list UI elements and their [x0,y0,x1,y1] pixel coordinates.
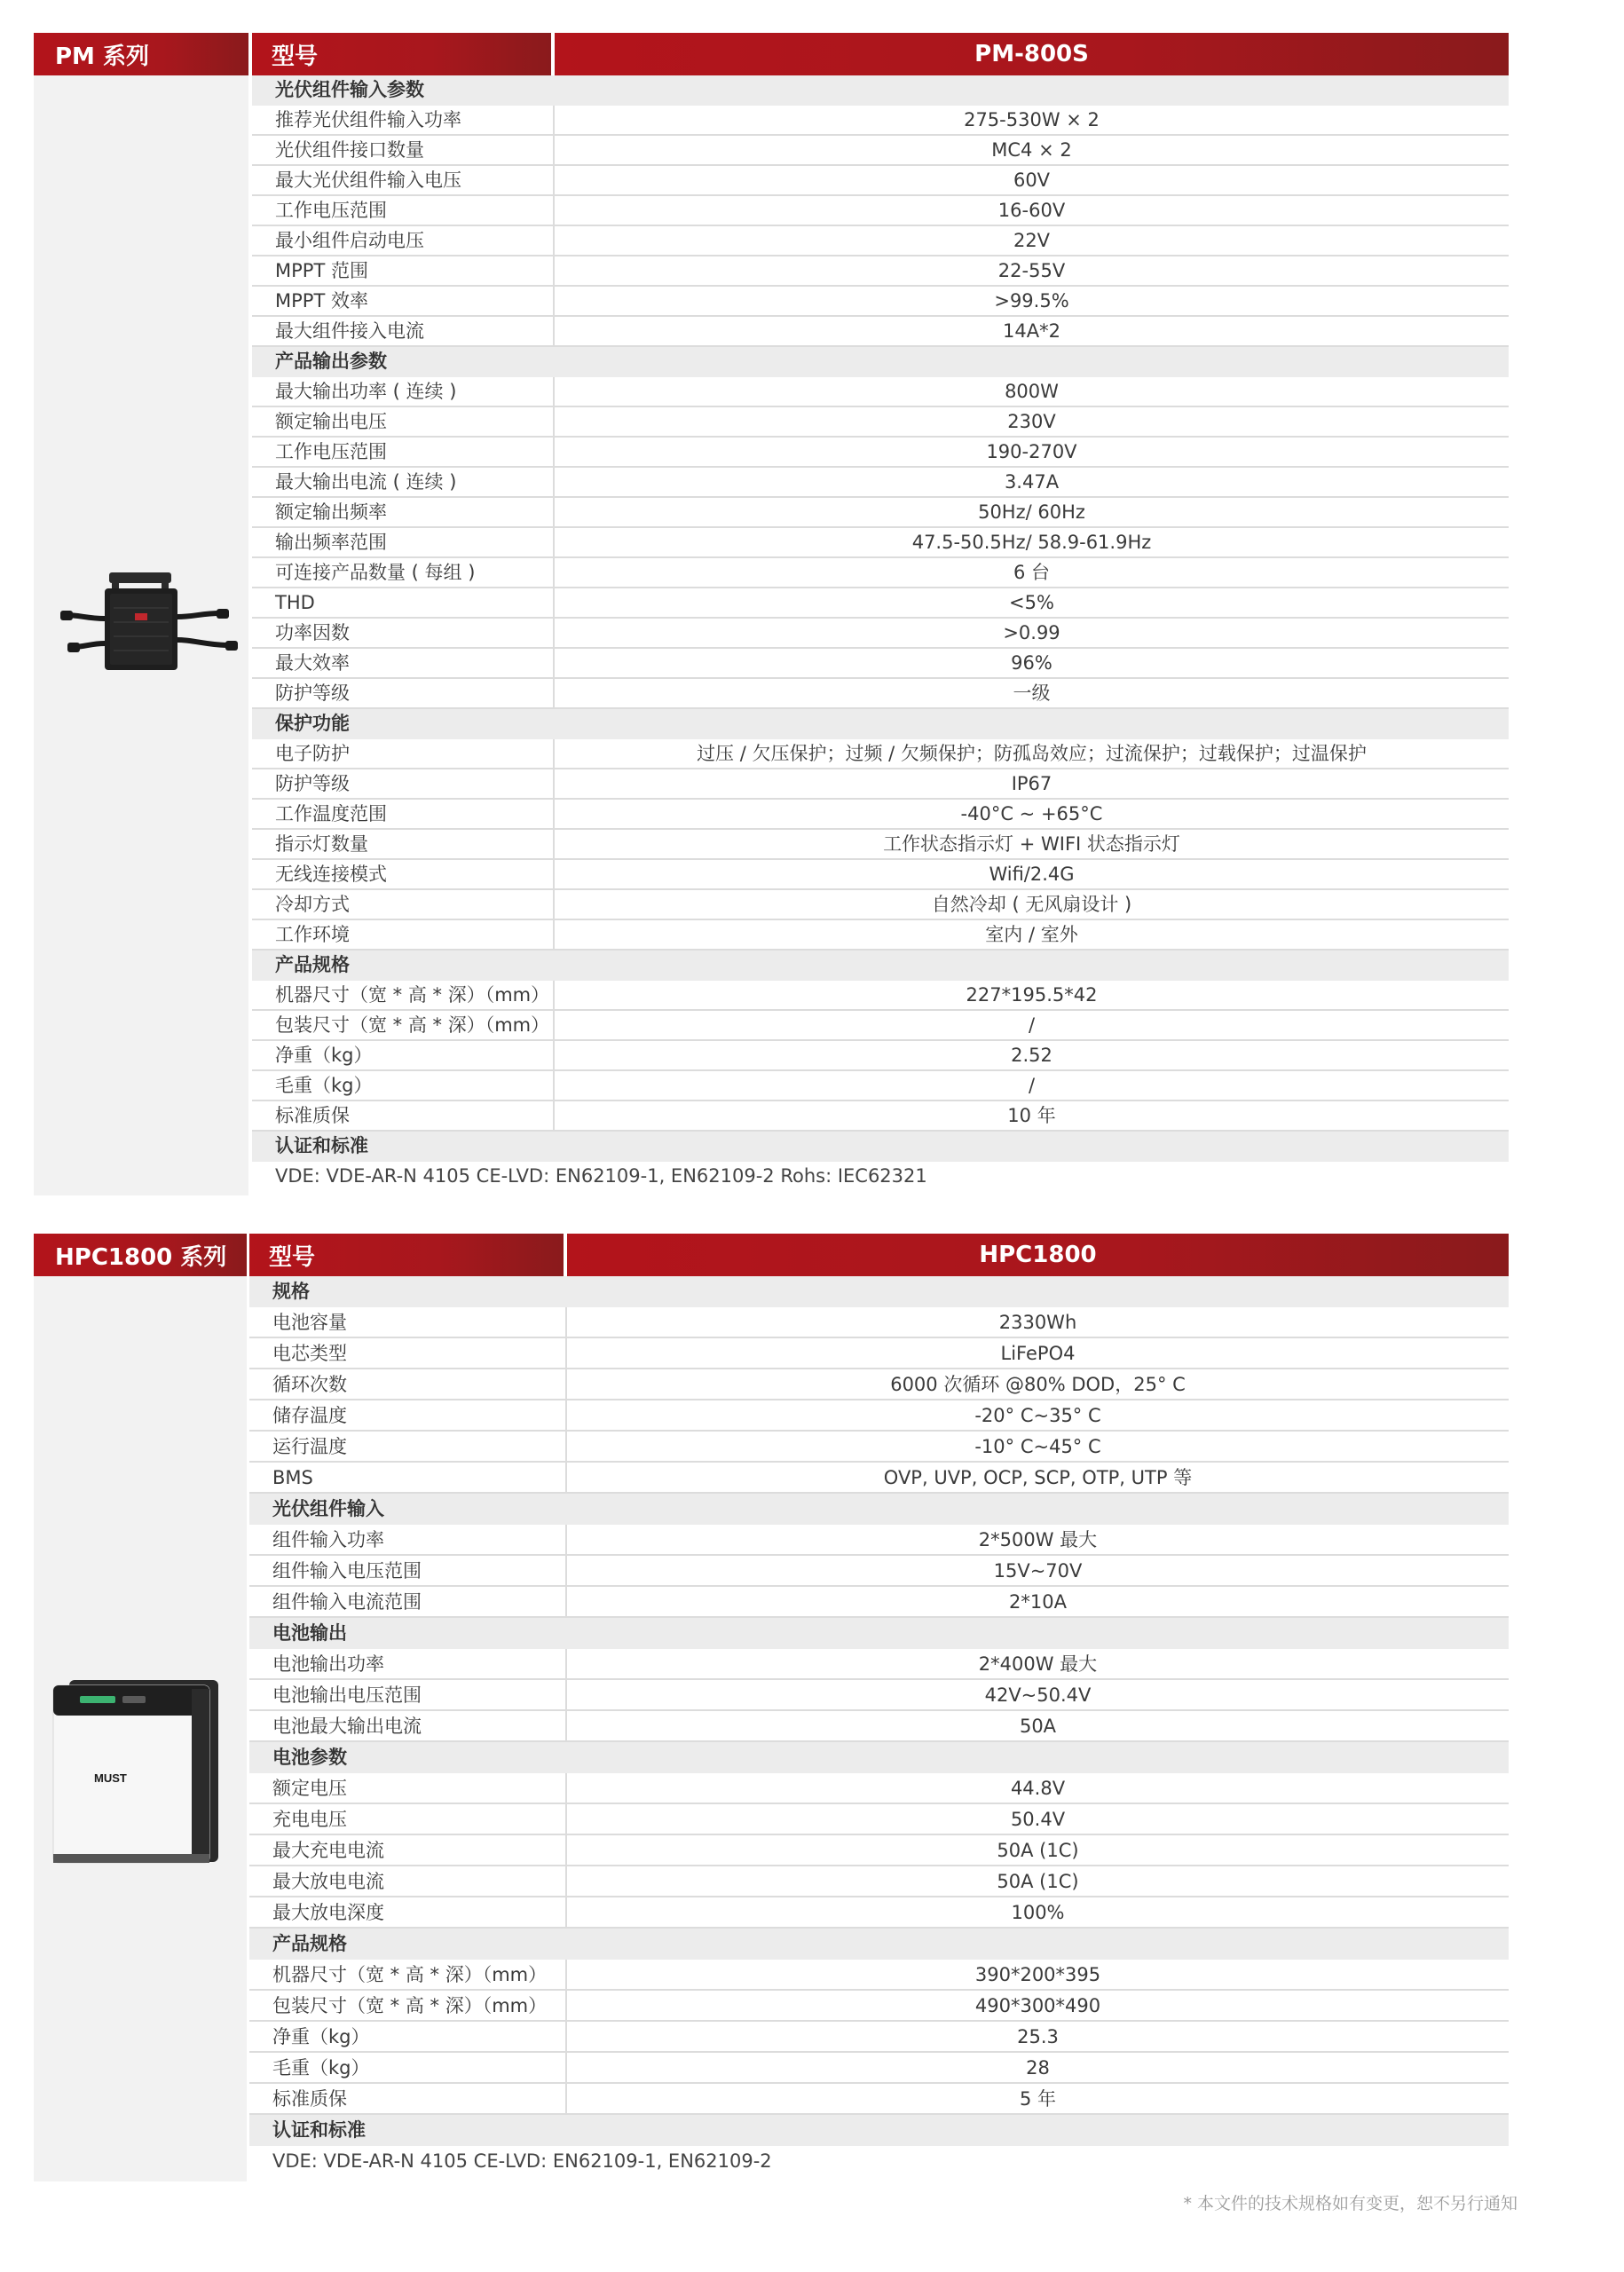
spec-label: 毛重（kg） [275,1075,373,1096]
spec-label: 机器尺寸（宽 * 高 * 深）（mm） [272,1964,548,1985]
spec-label: 工作环境 [275,924,350,945]
spec-value: 自然冷却 ( 无风扇设计 ) [931,894,1132,915]
spec-value: 490*300*490 [974,1995,1101,2016]
spec-value: 6 台 [1013,562,1051,583]
spec-value: -20° C~35° C [974,1405,1101,1426]
spec-value: 227*195.5*42 [966,984,1098,1006]
spec-label: MPPT 范围 [275,260,368,281]
spec-label: 推荐光伏组件输入功率 [275,109,461,130]
section-title: 认证和标准 [275,1135,368,1156]
spec-label: 标准质保 [272,2088,347,2110]
spec-value: 5 年 [1019,2088,1057,2110]
spec-label: 输出频率范围 [275,532,387,553]
spec-label: 电池输出功率 [272,1653,384,1675]
spec-value: 2330Wh [998,1312,1077,1333]
spec-row [252,558,1509,588]
spec-value: OVP, UVP, OCP, SCP, OTP, UTP 等 [883,1467,1193,1488]
spec-row [252,226,1509,256]
spec-row [249,1804,1509,1835]
spec-value: -40°C ~ +65°C [960,803,1103,824]
spec-row [252,377,1509,407]
spec-value: -10° C~45° C [974,1436,1101,1457]
certification-text [249,2146,1509,2177]
spec-label: 标准质保 [275,1105,350,1126]
spec-label: MPPT 效率 [275,290,368,312]
spec-row [252,468,1509,498]
spec-label: 最大光伏组件输入电压 [275,170,461,191]
spec-row [249,1338,1509,1369]
pm-spec-block [34,33,1509,1195]
section-title: 光伏组件输入 [272,1498,384,1519]
spec-value: 10 年 [1007,1105,1056,1126]
spec-value: <5% [1009,592,1054,613]
spec-value: 一级 [1013,682,1051,704]
spec-label: 无线连接模式 [275,864,387,885]
spec-row [252,1101,1509,1132]
spec-row [249,1369,1509,1400]
section-title: 产品规格 [272,1933,347,1954]
spec-value: 28 [1026,2057,1050,2079]
spec-value: / [1028,1075,1036,1096]
spec-value: 25.3 [1017,2026,1059,2047]
spec-row [249,1556,1509,1587]
spec-value: 2*500W 最大 [978,1529,1098,1550]
battery-brand-logo: MUST [94,1771,127,1785]
spec-row [252,649,1509,679]
spec-value: 230V [1007,411,1056,432]
spec-row [249,1960,1509,1991]
spec-value: LiFePO4 [1000,1343,1076,1364]
spec-value: 275-530W × 2 [964,109,1100,130]
spec-label: 工作电压范围 [275,441,387,462]
spec-value: 60V [1013,170,1051,191]
spec-row [252,438,1509,468]
inverter-image [60,572,242,688]
spec-row [249,1991,1509,2022]
spec-row [249,1680,1509,1711]
spec-label: 最大效率 [275,652,350,674]
battery-image [51,1680,229,1871]
spec-value: Wifi/2.4G [989,864,1075,885]
hpc-product-image-panel [34,1276,247,2181]
spec-row [249,1463,1509,1494]
spec-label: 电池容量 [272,1312,347,1333]
spec-value: 50A (1C) [997,1840,1079,1861]
spec-value: 6000 次循环 @80% DOD，25° C [890,1374,1186,1395]
spec-label: 电池输出电压范围 [272,1684,422,1706]
spec-row [249,1866,1509,1897]
spec-label: 电芯类型 [272,1343,347,1364]
spec-value: 2*400W 最大 [978,1653,1098,1675]
spec-label: 电子防护 [275,743,350,764]
spec-value: 100% [1011,1902,1065,1923]
hpc-series-header: HPC1800 系列 [34,1234,247,1276]
spec-value: 50.4V [1010,1809,1066,1830]
hpc-spec-table [249,1276,1509,2177]
section-header [249,1276,1509,1307]
section-header [249,1494,1509,1525]
spec-row [252,407,1509,438]
spec-label: 最大放电电流 [272,1871,384,1892]
spec-label: 工作温度范围 [275,803,387,824]
certification-text [252,1162,1509,1192]
section-title: 产品规格 [275,954,350,975]
spec-label: 净重（kg） [275,1045,373,1066]
spec-label: 工作电压范围 [275,200,387,221]
spec-value: 42V~50.4V [984,1684,1092,1706]
spec-label: 冷却方式 [275,894,350,915]
footnote: * 本文件的技术规格如有变更，恕不另行通知 [1183,2194,1518,2213]
spec-label: 最小组件启动电压 [275,230,424,251]
spec-value: 50A (1C) [997,1871,1079,1892]
spec-label: 防护等级 [275,682,350,704]
spec-label: 额定输出频率 [275,501,387,523]
spec-value: 3.47A [1004,471,1060,493]
spec-row [249,1587,1509,1618]
spec-row [249,2053,1509,2084]
spec-value: / [1028,1014,1036,1036]
spec-row [249,2022,1509,2053]
spec-row [249,1432,1509,1463]
spec-row [252,317,1509,347]
section-title: 光伏组件输入参数 [275,79,424,100]
spec-value: 50A [1019,1716,1057,1737]
spec-row [249,1897,1509,1929]
section-title: 保护功能 [275,713,350,734]
spec-label: 最大放电深度 [272,1902,384,1923]
spec-row [249,1525,1509,1556]
spec-label: 最大组件接入电流 [275,320,424,342]
spec-label: 最大输出电流 ( 连续 ) [275,471,457,493]
spec-label: 最大输出功率 ( 连续 ) [275,381,457,402]
spec-label: 电池最大输出电流 [272,1716,422,1737]
pm-model-label: 型号 [252,33,551,75]
section-header [252,951,1509,981]
section-title: 认证和标准 [272,2119,366,2141]
spec-value: >99.5% [994,290,1069,312]
spec-label: 额定输出电压 [275,411,387,432]
section-title: 产品输出参数 [275,351,387,372]
spec-row [252,196,1509,226]
hpc-spec-block [34,1234,1509,2181]
spec-value: 44.8V [1010,1778,1066,1799]
section-header [252,709,1509,739]
spec-label: 包装尺寸（宽 * 高 * 深）（mm） [275,1014,550,1036]
spec-row [252,528,1509,558]
section-header [252,75,1509,106]
spec-value: IP67 [1011,773,1052,794]
spec-label: 额定电压 [272,1778,347,1799]
pm-model-name: PM-800S [555,33,1509,75]
spec-label: 可连接产品数量 ( 每组 ) [275,562,476,583]
hpc-model-name: HPC1800 [567,1234,1509,1276]
spec-row [249,2084,1509,2115]
spec-label: 净重（kg） [272,2026,370,2047]
section-header [252,347,1509,377]
spec-label: VDE: VDE-AR-N 4105 CE-LVD: EN62109-1, EN62109-2 Rohs: IEC62321 [275,1165,927,1187]
spec-value: 14A*2 [1003,320,1060,342]
spec-row [252,981,1509,1011]
spec-label: THD [275,592,315,613]
spec-value: 室内 / 室外 [985,924,1078,945]
spec-value: 390*200*395 [974,1964,1101,1985]
spec-value: 47.5-50.5Hz/ 58.9-61.9Hz [911,532,1152,553]
spec-value: 16-60V [997,200,1066,221]
spec-row [252,166,1509,196]
pm-spec-table [252,75,1509,1192]
spec-label: 组件输入功率 [272,1529,384,1550]
spec-label: 最大充电电流 [272,1840,384,1861]
spec-row [252,1071,1509,1101]
spec-row [249,1400,1509,1432]
spec-label: 功率因数 [275,622,350,643]
spec-label: 循环次数 [272,1374,347,1395]
pm-series-header: PM 系列 [34,33,248,75]
spec-row [252,1041,1509,1071]
spec-row [249,1835,1509,1866]
spec-label: 充电电压 [272,1809,347,1830]
pm-product-image-panel [34,75,248,1195]
spec-row [249,1773,1509,1804]
spec-row [252,830,1509,860]
section-header [249,1618,1509,1649]
spec-value: 190-270V [986,441,1077,462]
spec-row [252,679,1509,709]
spec-row [252,769,1509,800]
spec-value: MC4 × 2 [991,139,1072,161]
spec-row [252,136,1509,166]
spec-row [252,498,1509,528]
section-title: 电池参数 [272,1747,347,1768]
spec-row [252,256,1509,287]
spec-row [249,1307,1509,1338]
spec-label: 包装尺寸（宽 * 高 * 深）（mm） [272,1995,548,2016]
spec-row [252,890,1509,920]
spec-value: 2.52 [1011,1045,1052,1066]
spec-row [252,619,1509,649]
spec-value: 2*10A [1009,1591,1067,1613]
spec-label: 防护等级 [275,773,350,794]
spec-value: 过压 / 欠压保护；过频 / 欠频保护；防孤岛效应；过流保护；过载保护；过温保护 [697,743,1367,764]
spec-label: BMS [272,1467,313,1488]
spec-value: 15V~70V [993,1560,1083,1582]
spec-label: VDE: VDE-AR-N 4105 CE-LVD: EN62109-1, EN62109-2 [272,2150,772,2172]
spec-label: 运行温度 [272,1436,347,1457]
spec-label: 储存温度 [272,1405,347,1426]
hpc-model-label: 型号 [249,1234,564,1276]
spec-row [252,860,1509,890]
spec-row [252,920,1509,951]
spec-value: 96% [1011,652,1052,674]
spec-label: 组件输入电流范围 [272,1591,422,1613]
spec-label: 组件输入电压范围 [272,1560,422,1582]
spec-label: 机器尺寸（宽 * 高 * 深）（mm） [275,984,550,1006]
spec-row [252,106,1509,136]
spec-label: 毛重（kg） [272,2057,370,2079]
section-title: 电池输出 [272,1622,347,1644]
spec-value: 50Hz/ 60Hz [978,501,1085,523]
spec-row [252,287,1509,317]
spec-row [252,1011,1509,1041]
spec-row [252,800,1509,830]
section-header [249,1742,1509,1773]
spec-value: 工作状态指示灯 + WIFI 状态指示灯 [883,833,1180,855]
spec-label: 指示灯数量 [275,833,368,855]
section-header [249,2115,1509,2146]
spec-row [249,1649,1509,1680]
section-header [249,1929,1509,1960]
spec-value: 22V [1013,230,1051,251]
spec-row [252,588,1509,619]
spec-label: 光伏组件接口数量 [275,139,424,161]
section-header [252,1132,1509,1162]
spec-value: >0.99 [1003,622,1060,643]
spec-row [249,1711,1509,1742]
section-title: 规格 [272,1281,310,1302]
spec-value: 22-55V [997,260,1066,281]
spec-value: 800W [1005,381,1059,402]
spec-row [252,739,1509,769]
